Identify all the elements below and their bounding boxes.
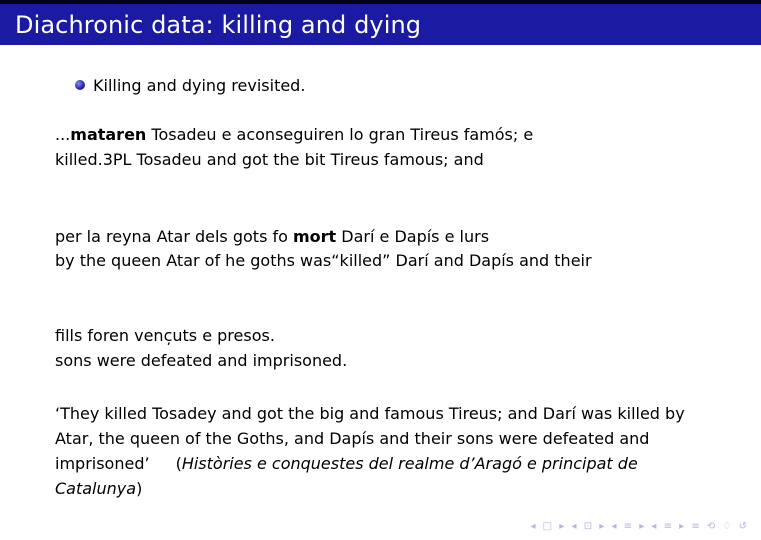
gloss-1-post: Tosadeu e aconseguiren lo gran Tireus famós; e: [146, 125, 534, 144]
bullet-icon: [75, 80, 85, 90]
gloss-3-pre: fills foren venc̦uts e presos.: [55, 326, 275, 345]
translation-text: ‘They killed Tosadey and got the big and famous Tireus; and Darí was killed by Atar, the queen of the Goths, and Dapís and their sons were defeated and imprisoned’: [55, 404, 685, 473]
gloss-2-translation: by the queen Atar of he goths was“killed” Darí and Dapís and their: [55, 251, 592, 270]
gloss-2-post: Darí e Dapís e lurs: [336, 227, 490, 246]
source-close-paren: ): [136, 479, 143, 498]
title-bar: [0, 0, 761, 45]
gloss-1-original: [55, 124, 533, 146]
bullet-text: Killing and dying revisited.: [93, 76, 306, 95]
gloss-3-translation: sons were defeated and imprisoned.: [55, 351, 348, 370]
gloss-1-bold: mataren: [70, 125, 147, 144]
gloss-2-pre: per la reyna Atar dels gots fo: [55, 227, 293, 246]
gloss-3-original: [55, 325, 275, 347]
beamer-navigation[interactable]: ◂ □ ▸ ◂ ⊡ ▸ ◂ ≡ ▸ ◂ ≡ ▸ ≡ ⟲ ♢ ↺: [530, 521, 749, 532]
free-translation: [55, 401, 715, 501]
gloss-1-pre: ...: [55, 125, 71, 144]
gloss-2-original: [55, 226, 489, 248]
slide-title: Diachronic data: killing and dying: [15, 11, 422, 39]
bullet-item: [75, 76, 305, 95]
source-citation: Històries e conquestes del realme d’Aragó e principat de Catalunya: [55, 454, 638, 498]
gloss-1-translation: killed.3PL Tosadeu and got the bit Tireus famous; and: [55, 150, 484, 169]
gloss-2-bold: mort: [293, 227, 337, 246]
source-open-paren: (: [175, 454, 182, 473]
